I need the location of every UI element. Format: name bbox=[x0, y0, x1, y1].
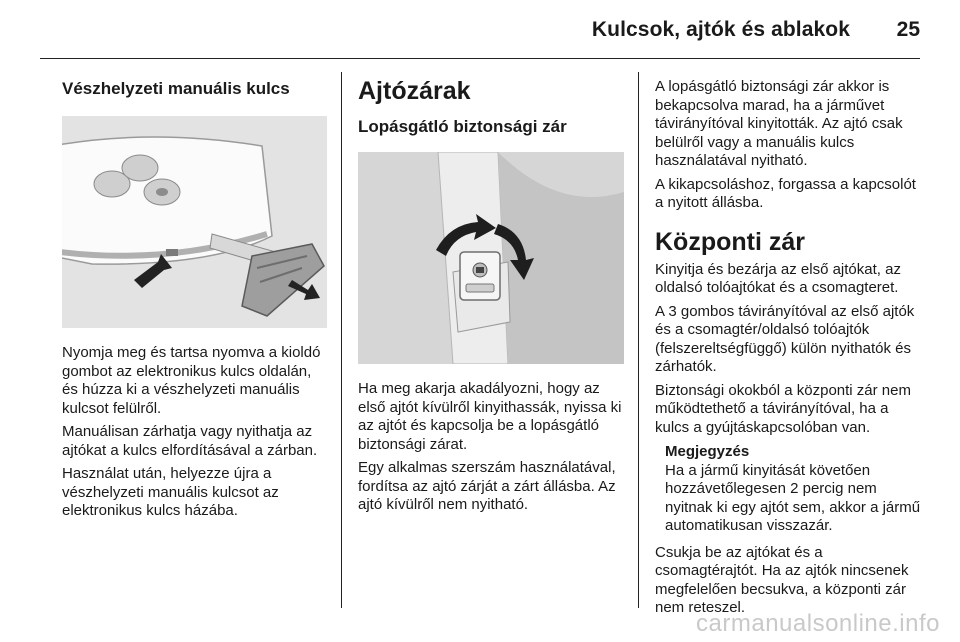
watermark: carmanualsonline.info bbox=[696, 610, 940, 637]
running-header-title: Kulcsok, ajtók és ablakok bbox=[591, 18, 850, 41]
column-divider-2 bbox=[638, 72, 639, 608]
column-divider-1 bbox=[341, 72, 342, 608]
subsection-title-child-lock: Lopásgátló biztonsági zár bbox=[358, 117, 567, 136]
note-box bbox=[665, 443, 923, 536]
section-title-emergency-key: Vészhelyzeti manuális kulcs bbox=[62, 79, 290, 98]
header-rule bbox=[40, 58, 920, 59]
column-central-locking bbox=[655, 70, 923, 623]
paragraph: A kikapcsoláshoz, forgassa a kapcsolót a nyitott állásba. bbox=[655, 175, 916, 211]
paragraph: A 3 gombos távirányítóval az első ajtók és a csomagtér/oldalsó tolóajtók (felszereltségfüggő) külön nyithatók és zárhatók. bbox=[655, 302, 915, 375]
paragraph: Nyomja meg és tartsa nyomva a kioldó gombot az elektronikus kulcs oldalán, és húzza ki a vészhelyzeti manuális kulcsot felülről. bbox=[62, 344, 321, 417]
paragraph: Csukja be az ajtókat és a csomagtérajtót. Ha az ajtók nincsenek megfelelően becsukva, a központi zár nem reteszel. bbox=[655, 543, 909, 616]
electronic-key-illustration bbox=[62, 116, 327, 328]
paragraph: Manuálisan zárhatja vagy nyithatja az ajtókat a kulcs elfordításával a zárban. bbox=[62, 423, 318, 459]
paragraph: A lopásgátló biztonsági zár akkor is bekapcsolva marad, ha a járművet távirányítóval kinyitották. Az ajtó csak belülről vagy a manuális kulcs használatával nyitható. bbox=[655, 78, 903, 169]
paragraph: Biztonsági okokból a központi zár nem működtethető a távirányítóval, ha a kulcs a gyújtáskapcsolóban van. bbox=[655, 381, 911, 436]
note-title: Megjegyzés bbox=[665, 443, 750, 460]
paragraph: Egy alkalmas szerszám használatával, fordítsa az ajtó zárját a zárt állásba. Az ajtó kívülről nem nyitható. bbox=[358, 459, 616, 513]
note-text: Ha a jármű kinyitását követően hozzávetőlegesen 2 percig nem nyitnak ki egy ajtót sem, akkor a jármű automatikusan visszazár. bbox=[665, 461, 921, 534]
column-door-locks bbox=[358, 70, 624, 520]
paragraph: Használat után, helyezze újra a vészhelyzeti manuális kulcsot az elektronikus kulcs házába. bbox=[62, 465, 279, 519]
paragraph: Kinyitja és bezárja az első ajtókat, az oldalsó tolóajtókat és a csomagteret. bbox=[655, 260, 901, 296]
door-lock-illustration bbox=[358, 152, 624, 364]
paragraph: Ha meg akarja akadályozni, hogy az első ajtót kívülről kinyithassák, nyissa ki az ajtót és kapcsolja be a lopásgátló biztonsági zárat. bbox=[358, 380, 622, 453]
column-emergency-key bbox=[62, 70, 327, 526]
page-number: 25 bbox=[896, 18, 920, 41]
section-title-central-locking: Központi zár bbox=[655, 227, 805, 256]
section-title-door-locks: Ajtózárak bbox=[358, 77, 471, 105]
